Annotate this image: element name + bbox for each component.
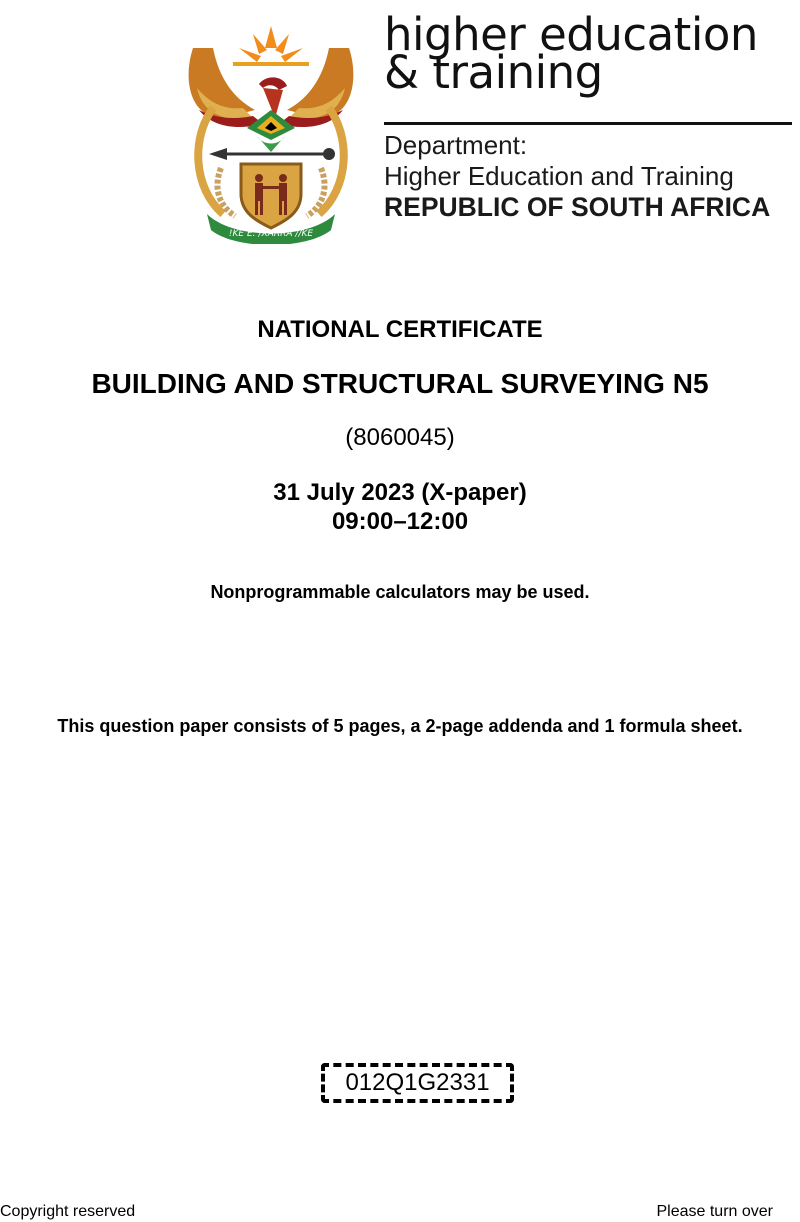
department-block [384, 130, 770, 223]
department-logo [384, 8, 794, 222]
exam-time: 09:00–12:00 [331, 508, 469, 535]
page-count-instruction: This question paper consists of 5 pages, a 2-page addenda and 1 formula sheet. [57, 716, 743, 736]
department-label: Department: [384, 130, 528, 160]
footer-turn-over: Please turn over [656, 1203, 773, 1220]
footer-copyright: Copyright reserved [0, 1203, 136, 1220]
department-name: Higher Education and Training [384, 161, 734, 191]
brand-line-1: higher education [384, 8, 758, 61]
coat-of-arms-icon [183, 18, 359, 244]
brand-divider [384, 122, 792, 125]
exam-date: 31 July 2023 (X-paper) [273, 479, 527, 506]
subject-title: BUILDING AND STRUCTURAL SURVEYING N5 [91, 368, 709, 399]
svg-text:!KE E: /XARRA //KE: !KE E: /XARRA //KE [228, 229, 314, 239]
certificate-title: NATIONAL CERTIFICATE [257, 316, 543, 343]
country-name: REPUBLIC OF SOUTH AFRICA [384, 192, 771, 222]
exam-date-time [0, 478, 800, 536]
calculator-instruction: Nonprogrammable calculators may be used. [210, 582, 590, 602]
paper-code-box: 012Q1G2331 [321, 1063, 514, 1103]
brand-line-2: & training [384, 46, 603, 99]
subject-code: (8060045) [345, 424, 455, 451]
